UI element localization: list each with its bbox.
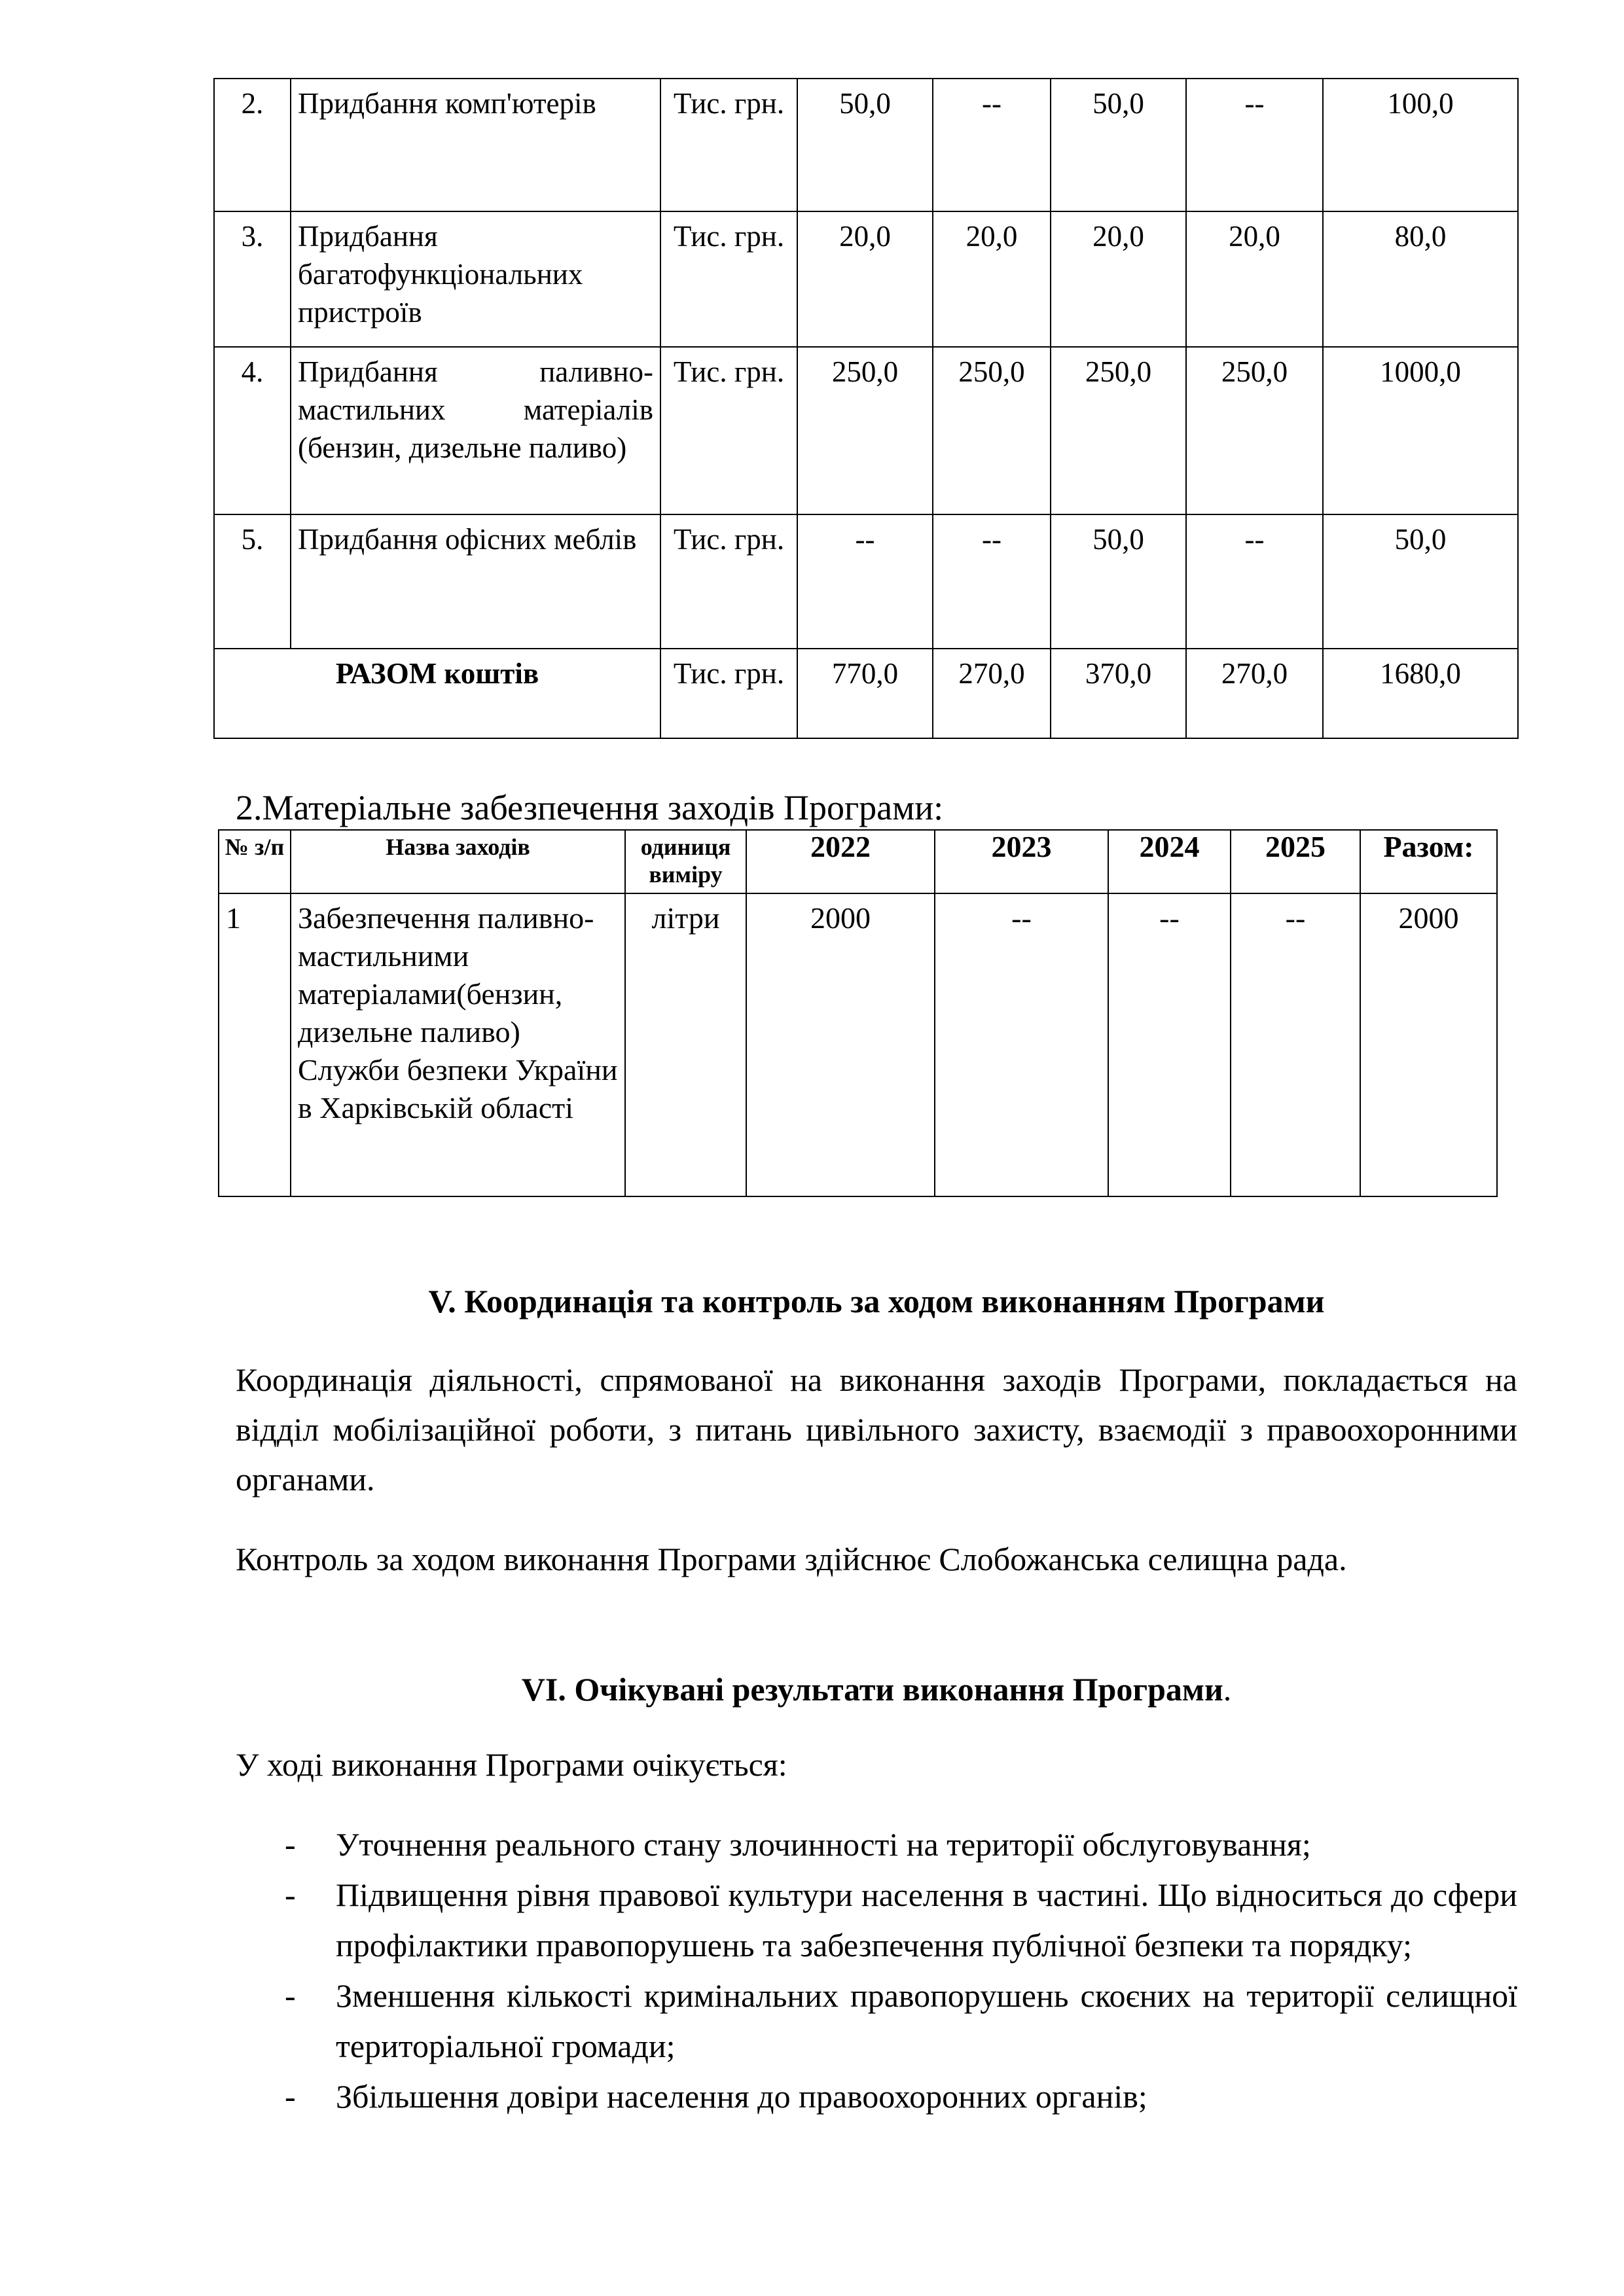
section-6-intro: У ході виконання Програми очікується:: [236, 1746, 787, 1783]
dash-bullet-icon: -: [285, 2078, 296, 2115]
value-total: 100,0: [1323, 79, 1518, 211]
expected-results-list: [236, 1820, 1517, 2122]
value-2022: 20,0: [797, 211, 933, 347]
row-name: Придбання паливно-мастильних матеріалів (бензин, дизельне паливо): [291, 347, 660, 514]
row-number: 1: [219, 893, 291, 1196]
section-5-paragraph-2: Контроль за ходом виконання Програми здійснює Слобожанська селищна рада.: [236, 1541, 1347, 1577]
total-label: РАЗОМ коштів: [214, 649, 660, 738]
value-2022: --: [797, 514, 933, 649]
row-number: 5.: [214, 514, 291, 649]
value-total: 80,0: [1323, 211, 1518, 347]
row-unit: Тис. грн.: [660, 347, 797, 514]
value-2022: 250,0: [797, 347, 933, 514]
header-unit: одиниця виміру: [625, 830, 746, 893]
header-2022: 2022: [746, 830, 935, 893]
total-2025: 270,0: [1186, 649, 1323, 738]
total-2023: 270,0: [933, 649, 1051, 738]
row-unit: літри: [625, 893, 746, 1196]
table-row: [214, 79, 1518, 211]
value-2024: 250,0: [1051, 347, 1186, 514]
dash-bullet-icon: -: [285, 1977, 296, 2014]
header-number: № з/п: [219, 830, 291, 893]
row-unit: Тис. грн.: [660, 79, 797, 211]
value-2025: --: [1186, 79, 1323, 211]
value-total: 2000: [1360, 893, 1497, 1196]
section-6-title: [236, 1664, 1517, 1714]
list-item-text: Уточнення реального стану злочинності на території обслуговування;: [336, 1826, 1311, 1863]
header-total: Разом:: [1360, 830, 1497, 893]
table-row: [214, 514, 1518, 649]
value-2025: 250,0: [1186, 347, 1323, 514]
value-2024: 50,0: [1051, 79, 1186, 211]
header-2024: 2024: [1108, 830, 1231, 893]
row-unit: Тис. грн.: [660, 514, 797, 649]
list-item-text: Збільшення довіри населення до правоохоронних органів;: [336, 2078, 1147, 2115]
row-number: 4.: [214, 347, 291, 514]
dash-bullet-icon: -: [285, 1826, 296, 1863]
value-2022: 2000: [746, 893, 935, 1196]
row-number: 3.: [214, 211, 291, 347]
header-name: Назва заходів: [291, 830, 625, 893]
row-unit: Тис. грн.: [660, 211, 797, 347]
table-row: [214, 211, 1518, 347]
total-2022: 770,0: [797, 649, 933, 738]
list-item-text: Зменшення кількості кримінальних правопорушень скоєних на території селищної територіальної громади;: [336, 1977, 1517, 2064]
list-item: [236, 1870, 1517, 1971]
total-2024: 370,0: [1051, 649, 1186, 738]
list-item: [236, 2072, 1517, 2122]
list-item: [236, 1971, 1517, 2072]
value-2023: 20,0: [933, 211, 1051, 347]
value-2025: 20,0: [1186, 211, 1323, 347]
row-name: Забезпечення паливно-мастильними матеріалами(бензин, дизельне паливо) Служби безпеки України в Харківській області: [291, 893, 625, 1196]
value-2025: --: [1231, 893, 1360, 1196]
total-row: [214, 649, 1518, 738]
row-unit: Тис. грн.: [660, 649, 797, 738]
table-row: [214, 347, 1518, 514]
section-6-title-text: VI. Очікувані результати виконання Програми: [521, 1671, 1223, 1708]
value-2025: --: [1186, 514, 1323, 649]
value-2023: 250,0: [933, 347, 1051, 514]
list-item-text: Підвищення рівня правової культури населення в частині. Що відноситься до сфери профілактики правопорушень та забезпечення публічної безпеки та порядку;: [336, 1876, 1517, 1964]
header-2025: 2025: [1231, 830, 1360, 893]
material-table: [218, 829, 1498, 1197]
row-number: 2.: [214, 79, 291, 211]
header-2023: 2023: [935, 830, 1108, 893]
section-6-title-period: .: [1223, 1671, 1232, 1708]
grand-total: 1680,0: [1323, 649, 1518, 738]
section-5-title: V. Координація та контроль за ходом виконанням Програми: [428, 1283, 1325, 1319]
section-2-title: 2.Матеріальне забезпечення заходів Програми:: [236, 788, 944, 827]
dash-bullet-icon: -: [285, 1876, 296, 1913]
row-name: Придбання офісних меблів: [291, 514, 660, 649]
value-2023: --: [935, 893, 1108, 1196]
row-name: Придбання багатофункціональних пристроїв: [291, 211, 660, 347]
value-2023: --: [933, 79, 1051, 211]
value-total: 1000,0: [1323, 347, 1518, 514]
header-row: [219, 830, 1497, 893]
table-row: [219, 893, 1497, 1196]
value-2023: --: [933, 514, 1051, 649]
value-2024: 20,0: [1051, 211, 1186, 347]
funding-table: [213, 78, 1519, 739]
value-total: 50,0: [1323, 514, 1518, 649]
value-2024: --: [1108, 893, 1231, 1196]
row-name: Придбання комп'ютерів: [291, 79, 660, 211]
list-item: [236, 1820, 1517, 1870]
value-2024: 50,0: [1051, 514, 1186, 649]
section-5-paragraph-1: Координація діяльності, спрямованої на виконання заходів Програми, покладається на відділ мобілізаційної роботи, з питань цивільного захисту, взаємодії з правоохоронними органами.: [236, 1361, 1517, 1498]
value-2022: 50,0: [797, 79, 933, 211]
